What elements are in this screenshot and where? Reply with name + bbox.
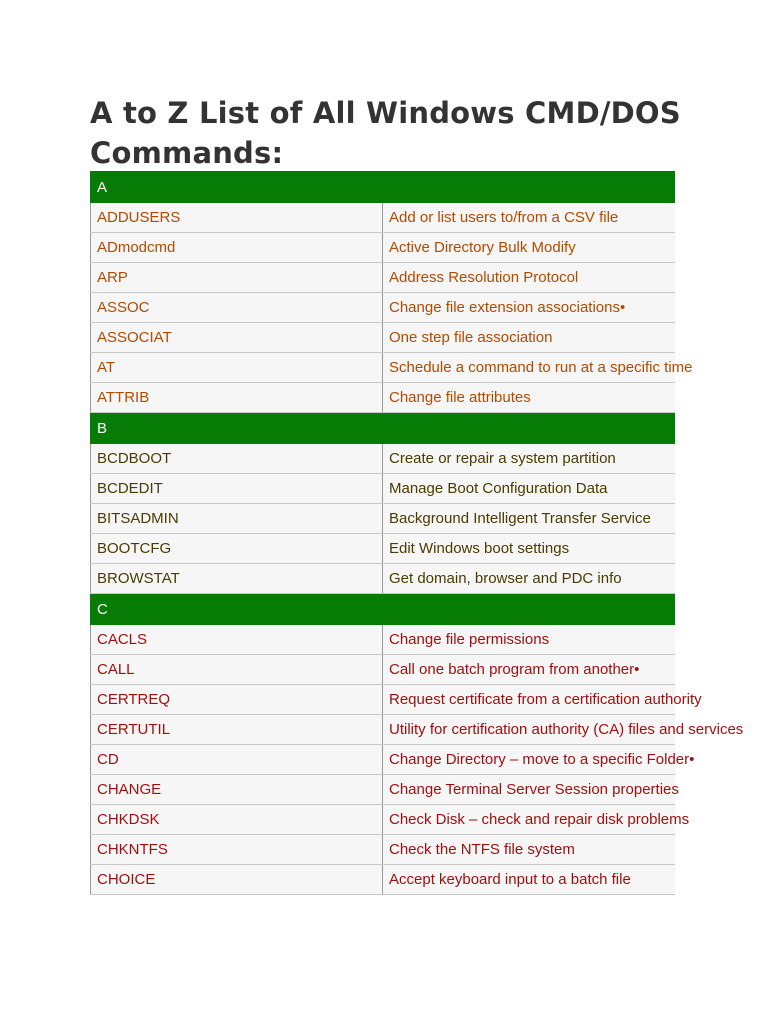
command-description: Check Disk – check and repair disk problems — [383, 805, 675, 835]
command-description: Schedule a command to run at a specific time — [383, 353, 675, 383]
commands-table — [90, 171, 744, 895]
command-link[interactable]: CHKNTFS — [91, 835, 383, 865]
table-row — [91, 534, 675, 564]
section-header-a — [91, 172, 675, 203]
section-header-c — [91, 594, 675, 625]
table-row — [91, 504, 675, 534]
table-row — [91, 444, 675, 474]
section-letter: B — [91, 413, 675, 444]
command-description: Get domain, browser and PDC info — [383, 564, 675, 594]
command-link[interactable]: BCDBOOT — [91, 444, 383, 474]
command-description: Change file permissions — [383, 625, 675, 655]
command-link[interactable]: BOOTCFG — [91, 534, 383, 564]
table-row — [91, 715, 675, 745]
command-link[interactable]: ASSOCIAT — [91, 323, 383, 353]
command-link[interactable]: BCDEDIT — [91, 474, 383, 504]
table-row — [91, 865, 675, 895]
command-link[interactable]: CALL — [91, 655, 383, 685]
table-row — [91, 383, 675, 413]
command-description: Edit Windows boot settings — [383, 534, 675, 564]
command-link[interactable]: CHKDSK — [91, 805, 383, 835]
table-row — [91, 685, 675, 715]
table-row — [91, 233, 675, 263]
command-description: One step file association — [383, 323, 675, 353]
command-description: Call one batch program from another• — [383, 655, 675, 685]
table-row — [91, 293, 675, 323]
command-description: Change file attributes — [383, 383, 675, 413]
table-row — [91, 805, 675, 835]
table-row — [91, 625, 675, 655]
command-link[interactable]: CHANGE — [91, 775, 383, 805]
command-description: Background Intelligent Transfer Service — [383, 504, 675, 534]
table-row — [91, 353, 675, 383]
command-link[interactable]: CERTUTIL — [91, 715, 383, 745]
section-letter: A — [91, 172, 675, 203]
command-link[interactable]: CERTREQ — [91, 685, 383, 715]
command-description: Accept keyboard input to a batch file — [383, 865, 675, 895]
command-link[interactable]: CHOICE — [91, 865, 383, 895]
table-row — [91, 745, 675, 775]
table-row — [91, 564, 675, 594]
table-row — [91, 655, 675, 685]
command-description: Change file extension associations• — [383, 293, 675, 323]
command-description: Change Directory – move to a specific Folder• — [383, 745, 675, 775]
command-link[interactable]: AT — [91, 353, 383, 383]
command-description: Add or list users to/from a CSV file — [383, 203, 675, 233]
command-description: Utility for certification authority (CA) files and services — [383, 715, 675, 745]
command-link[interactable]: CD — [91, 745, 383, 775]
command-link[interactable]: ADDUSERS — [91, 203, 383, 233]
command-description: Check the NTFS file system — [383, 835, 675, 865]
commands-table-body — [91, 172, 744, 895]
command-description: Request certificate from a certification authority — [383, 685, 675, 715]
table-row — [91, 323, 675, 353]
command-link[interactable]: BITSADMIN — [91, 504, 383, 534]
table-row — [91, 474, 675, 504]
command-description: Change Terminal Server Session properties — [383, 775, 675, 805]
table-row — [91, 775, 675, 805]
command-description: Manage Boot Configuration Data — [383, 474, 675, 504]
page-title: A to Z List of All Windows CMD/DOS Commands: — [90, 96, 681, 170]
table-row — [91, 835, 675, 865]
command-link[interactable]: CACLS — [91, 625, 383, 655]
command-link[interactable]: ADmodcmd — [91, 233, 383, 263]
section-letter: C — [91, 594, 675, 625]
command-link[interactable]: ATTRIB — [91, 383, 383, 413]
command-description: Address Resolution Protocol — [383, 263, 675, 293]
section-header-b — [91, 413, 675, 444]
table-row — [91, 263, 675, 293]
table-row — [91, 203, 675, 233]
command-link[interactable]: ASSOC — [91, 293, 383, 323]
command-description: Active Directory Bulk Modify — [383, 233, 675, 263]
command-description: Create or repair a system partition — [383, 444, 675, 474]
command-link[interactable]: BROWSTAT — [91, 564, 383, 594]
command-link[interactable]: ARP — [91, 263, 383, 293]
